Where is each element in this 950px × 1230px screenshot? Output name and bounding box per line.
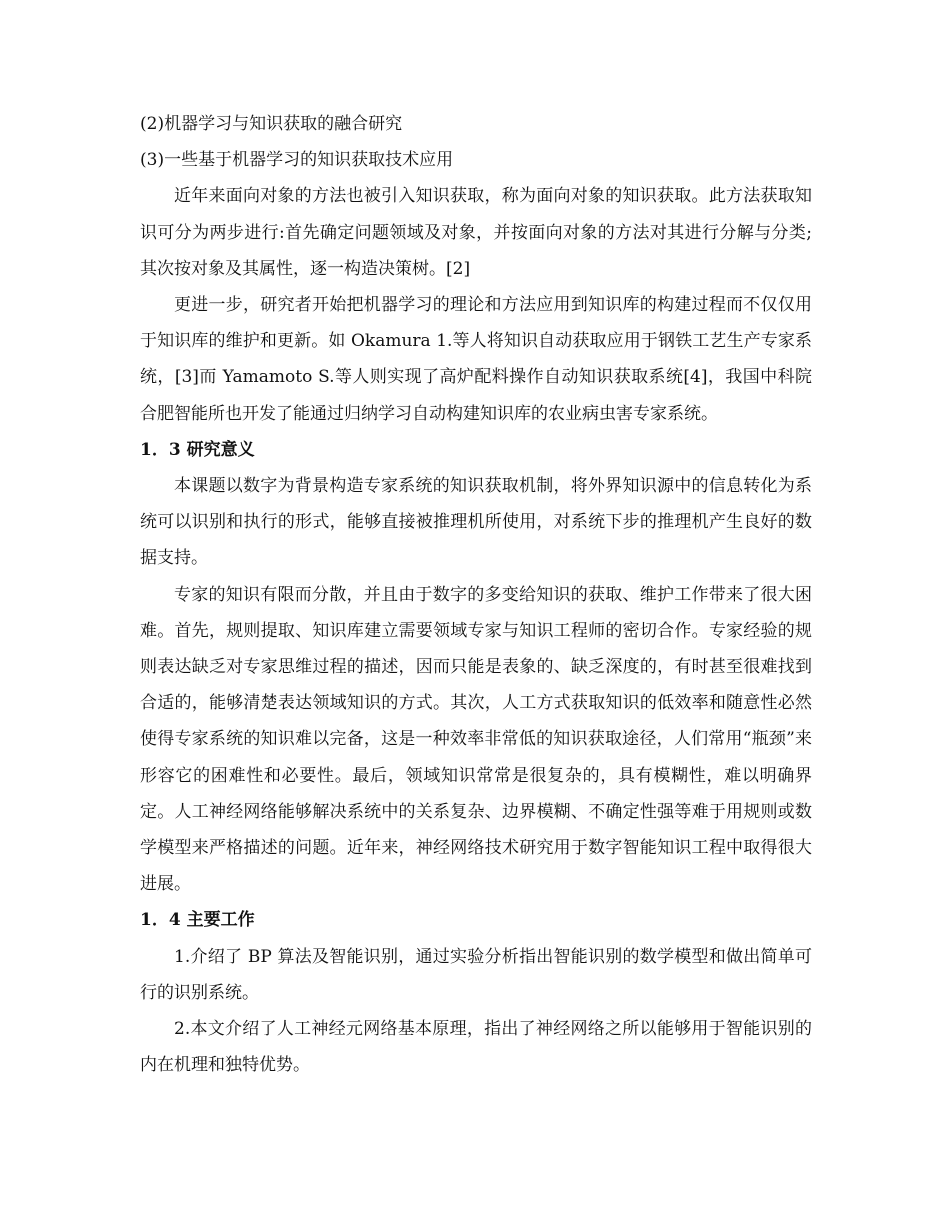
paragraph: 专家的知识有限而分散，并且由于数字的多变给知识的获取、维护工作带来了很大困难。首先，规则提取、知识库建立需要领域专家与知识工程师的密切合作。专家经验的规则表达缺乏对专家思维过程的描述，因而只能是表象的、缺乏深度的，有时甚至很难找到合适的，能够清楚表达领域知识的方式。其次，人工方式获取知识的低效率和随意性必然使得专家系统的知识难以完备，这是一种效率非常低的知识获取途径，人们常用“瓶颈”来形容它的困难性和必要性。最后，领域知识常常是很复杂的，具有模糊性，难以明确界定。人工神经网络能够解决系统中的关系复杂、边界模糊、不确定性强等难于用规则或数学模型来严格描述的问题。近年来，神经网络技术研究用于数字智能知识工程中取得很大进展。 xyxy=(140,584,812,895)
paragraph: 更进一步，研究者开始把机器学习的理论和方法应用到知识库的构建过程而不仅仅用于知识库的维护和更新。如 Okamura 1.等人将知识自动获取应用于钢铁工艺生产专家系统，[3]而 Yamamoto S.等人则实现了高炉配料操作自动知识获取系统[4]，我国中科院合肥智能所也开发了能通过归纳学习自动构建知识库的农业病虫害专家系统。 xyxy=(140,295,812,424)
list-item: (2)机器学习与知识获取的融合研究 xyxy=(140,114,403,134)
list-item: (3)一些基于机器学习的知识获取技术应用 xyxy=(140,150,454,171)
paragraph: 本课题以数字为背景构造专家系统的知识获取机制，将外界知识源中的信息转化为系统可以识别和执行的形式，能够直接被推理机所使用，对系统下步的推理机产生良好的数据支持。 xyxy=(140,476,812,569)
paragraph: 近年来面向对象的方法也被引入知识获取，称为面向对象的知识获取。此方法获取知识可分为两步进行:首先确定问题领域及对象，并按面向对象的方法对其进行分解与分类;其次按对象及其属性，逐一构造决策树。[2] xyxy=(140,186,812,279)
section-heading: 1．4 主要工作 xyxy=(140,910,255,931)
paragraph: 2.本文介绍了人工神经元网络基本原理，指出了神经网络之所以能够用于智能识别的内在机理和独特优势。 xyxy=(140,1019,812,1076)
paragraph: 1.介绍了 BP 算法及智能识别，通过实验分析指出智能识别的数学模型和做出简单可行的识别系统。 xyxy=(140,946,812,1003)
document-page xyxy=(140,106,812,1083)
section-heading: 1．3 研究意义 xyxy=(140,439,255,460)
